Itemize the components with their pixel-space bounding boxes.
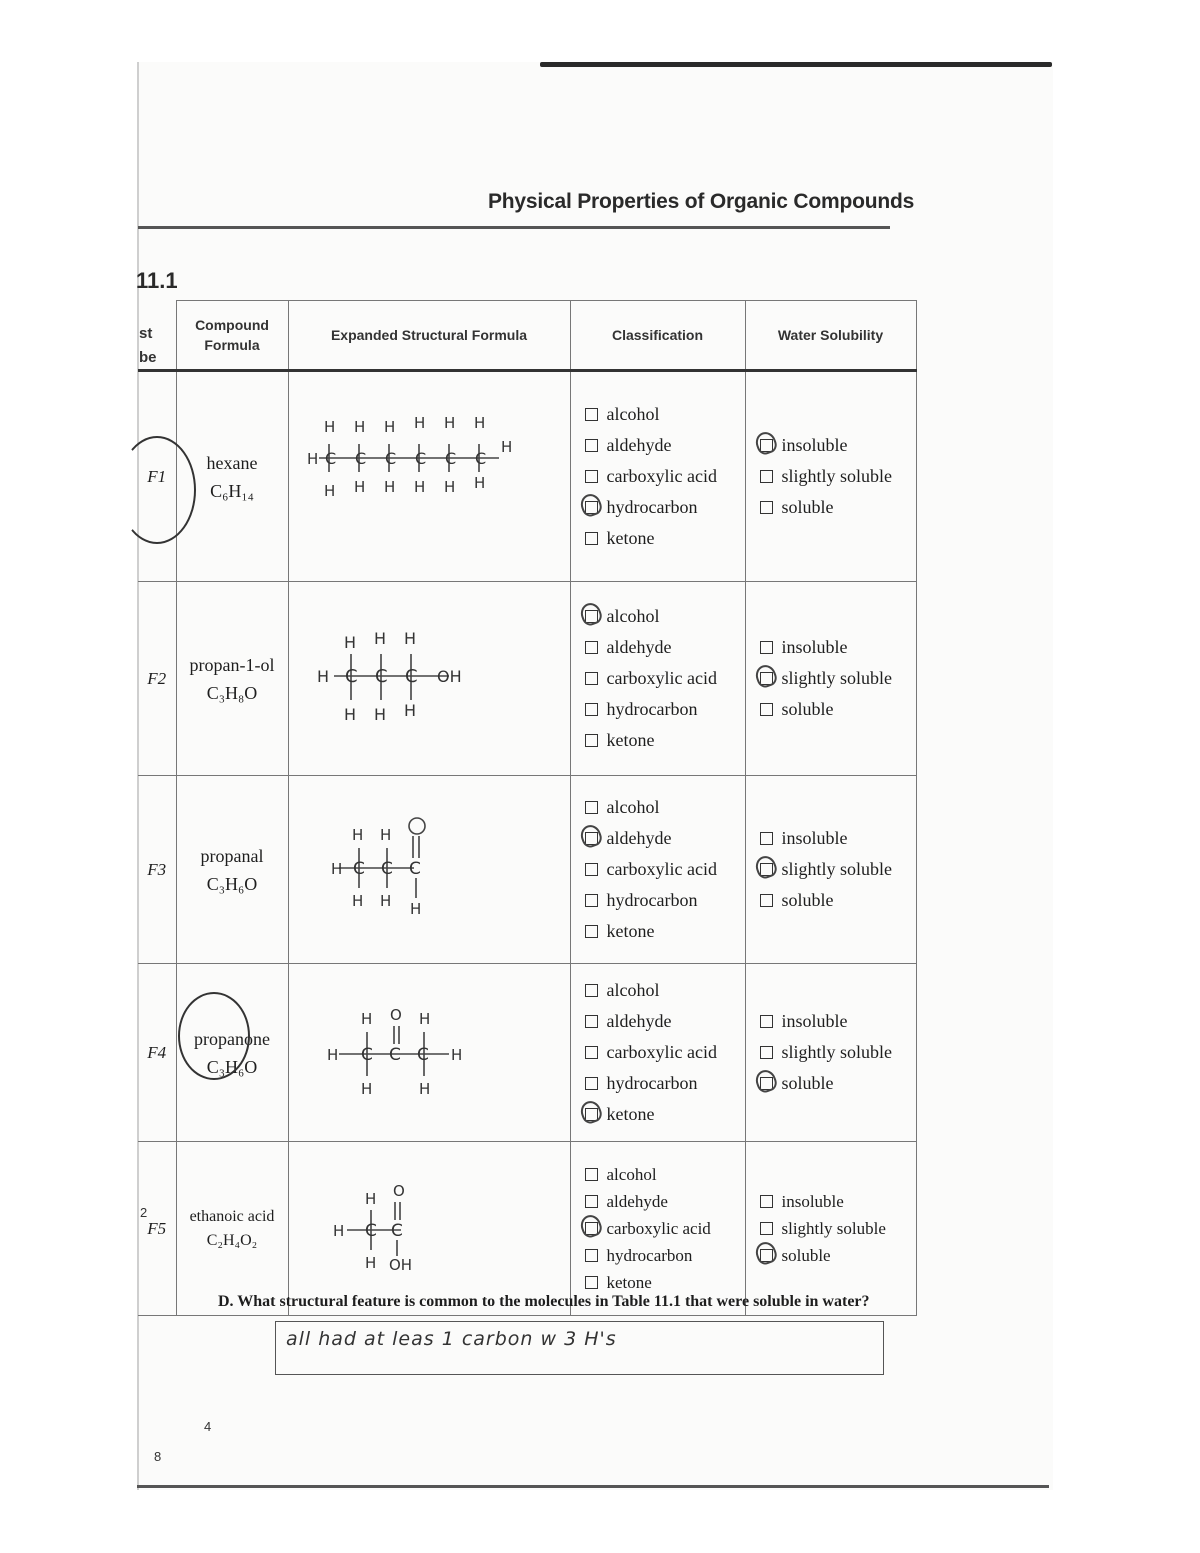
option-ketone[interactable]: ketone [585, 523, 744, 554]
svg-text:H: H [413, 414, 425, 432]
left-cut-header-2: be [139, 349, 157, 366]
svg-text:C: C [444, 449, 456, 468]
option-insoluble[interactable]: insoluble [760, 1006, 915, 1037]
svg-text:H: H [413, 478, 425, 496]
option-aldehyde[interactable]: aldehyde [585, 632, 744, 663]
option-carboxylic-acid[interactable]: carboxylic acid [585, 1037, 744, 1068]
svg-text:H: H [316, 667, 329, 686]
option-soluble[interactable]: soluble [760, 1068, 915, 1099]
svg-text:H: H [443, 414, 455, 432]
option-hydrocarbon[interactable]: hydrocarbon [585, 1068, 744, 1099]
compound-name: propan-1-ol [189, 654, 275, 675]
svg-text:H: H [364, 1190, 376, 1208]
margin-number-side: 2 [140, 1205, 148, 1220]
checkbox-icon[interactable] [760, 1015, 773, 1028]
checkbox-icon[interactable] [585, 408, 598, 421]
structural-formula-cell [288, 582, 570, 776]
checked-checkbox-icon[interactable] [760, 1077, 773, 1090]
option-hydrocarbon[interactable]: hydrocarbon [585, 694, 744, 725]
svg-text:H: H [500, 438, 512, 456]
option-insoluble[interactable]: insoluble [760, 1188, 915, 1215]
option-slightly-soluble[interactable]: slightly soluble [760, 1037, 915, 1068]
checked-checkbox-icon[interactable] [760, 672, 773, 685]
svg-text:C: C [474, 449, 486, 468]
solubility-cell [745, 582, 916, 776]
checkbox-icon[interactable] [760, 470, 773, 483]
checkbox-icon[interactable] [585, 1249, 598, 1262]
checkbox-icon[interactable] [760, 1046, 773, 1059]
page-title: Physical Properties of Organic Compounds [488, 190, 915, 213]
checkbox-icon[interactable] [760, 832, 773, 845]
propanal-structure-drawing [289, 776, 571, 958]
solubility-cell [745, 1142, 916, 1316]
svg-text:H: H [330, 860, 342, 878]
option-soluble[interactable]: soluble [760, 694, 915, 725]
option-ketone[interactable]: ketone [585, 725, 744, 756]
propanone-structure-drawing [289, 964, 571, 1136]
checked-checkbox-icon[interactable] [760, 863, 773, 876]
option-hydrocarbon[interactable]: hydrocarbon [585, 492, 744, 523]
margin-number-a: 4 [204, 1419, 212, 1434]
option-soluble[interactable]: soluble [760, 1242, 915, 1269]
svg-text:C: C [408, 859, 421, 879]
checked-checkbox-icon[interactable] [760, 1249, 773, 1262]
svg-text:H: H [373, 629, 386, 648]
checkbox-icon[interactable] [760, 1222, 773, 1235]
svg-text:H: H [418, 1010, 430, 1028]
title-rule [138, 226, 890, 229]
svg-text:C: C [384, 449, 396, 468]
checkbox-icon[interactable] [760, 894, 773, 907]
compound-formula: C₆H₁₄ [210, 480, 254, 501]
compound-name: propanone [194, 1028, 270, 1049]
svg-text:C: C [360, 1045, 373, 1065]
option-alcohol[interactable]: alcohol [585, 1161, 744, 1188]
svg-text:H: H [409, 900, 421, 918]
svg-text:H: H [379, 892, 391, 910]
svg-text:H: H [351, 826, 363, 844]
question-d: D. What structural feature is common to the molecules in Table 11.1 that were soluble in water? [218, 1293, 870, 1310]
structural-formula-cell [288, 371, 570, 582]
structural-formula-header: Expanded Structural Formula [288, 301, 570, 371]
option-alcohol[interactable]: alcohol [585, 399, 744, 430]
compound-id: F2 [138, 582, 176, 776]
option-hydrocarbon[interactable]: hydrocarbon [585, 1242, 744, 1269]
option-slightly-soluble[interactable]: slightly soluble [760, 461, 915, 492]
svg-text:H: H [306, 450, 318, 468]
svg-text:H: H [353, 478, 365, 496]
propanol-structure-drawing [289, 582, 571, 770]
option-hydrocarbon[interactable]: hydrocarbon [585, 885, 744, 916]
water-solubility-header: Water Solubility [745, 301, 916, 371]
compound-name-cell [176, 582, 288, 776]
compound-formula: C₃H₈O [206, 682, 258, 703]
svg-text:C: C [364, 1221, 377, 1241]
svg-text:H: H [443, 478, 455, 496]
page-bottom-rule [137, 1485, 1049, 1488]
compound-id: F1 [138, 371, 176, 582]
checked-checkbox-icon[interactable] [585, 501, 598, 514]
svg-text:H: H [373, 705, 386, 724]
checkbox-icon[interactable] [760, 501, 773, 514]
checkbox-icon[interactable] [585, 641, 598, 654]
compound-table [138, 300, 917, 1316]
svg-text:O: O [389, 1006, 402, 1024]
compound-formula: C₂H₄O₂ [206, 1231, 258, 1249]
id-header [138, 301, 176, 371]
structural-formula-cell [288, 964, 570, 1142]
checked-checkbox-icon[interactable] [760, 439, 773, 452]
checkbox-icon[interactable] [585, 863, 598, 876]
classification-cell [570, 582, 745, 776]
table-number: 11.1 [136, 268, 178, 293]
table-row [138, 582, 916, 776]
svg-text:C: C [414, 449, 426, 468]
compound-id: F5 [138, 1142, 176, 1316]
svg-text:H: H [323, 482, 335, 500]
option-aldehyde[interactable]: aldehyde [585, 823, 744, 854]
solubility-cell [745, 964, 916, 1142]
solubility-cell [745, 371, 916, 582]
svg-text:C: C [416, 1045, 429, 1065]
svg-text:H: H [332, 1222, 344, 1240]
checkbox-icon[interactable] [585, 1276, 598, 1289]
option-alcohol[interactable]: alcohol [585, 975, 744, 1006]
compound-formula: C₃H₆O [206, 1056, 258, 1077]
svg-text:C: C [380, 859, 393, 879]
option-ketone[interactable]: ketone [585, 1269, 744, 1296]
svg-text:C: C [374, 666, 388, 687]
svg-text:O: O [392, 1182, 405, 1200]
classification-cell [570, 1142, 745, 1316]
svg-text:H: H [473, 414, 485, 432]
option-aldehyde[interactable]: aldehyde [585, 430, 744, 461]
page-top-rule [540, 62, 1052, 67]
checked-checkbox-icon[interactable] [585, 1108, 598, 1121]
checkbox-icon[interactable] [585, 470, 598, 483]
checkbox-icon[interactable] [760, 1195, 773, 1208]
option-slightly-soluble[interactable]: slightly soluble [760, 663, 915, 694]
compound-id: F4 [138, 964, 176, 1142]
checkbox-icon[interactable] [585, 1015, 598, 1028]
svg-text:H: H [351, 892, 363, 910]
checkbox-icon[interactable] [585, 801, 598, 814]
option-alcohol[interactable]: alcohol [585, 792, 744, 823]
classification-header: Classification [570, 301, 745, 371]
handwritten-answer: all had at leas 1 carbon w 3 H's [286, 1328, 617, 1350]
answer-field[interactable] [275, 1321, 884, 1375]
checkbox-icon[interactable] [585, 925, 598, 938]
option-aldehyde[interactable]: aldehyde [585, 1006, 744, 1037]
svg-text:H: H [326, 1046, 338, 1064]
checkbox-icon[interactable] [760, 703, 773, 716]
compound-name: ethanoic acid [189, 1207, 275, 1225]
classification-cell [570, 371, 745, 582]
compound-name-cell [176, 776, 288, 964]
svg-text:H: H [353, 418, 365, 436]
compound-name-cell [176, 1142, 288, 1316]
svg-text:C: C [352, 859, 365, 879]
option-ketone[interactable]: ketone [585, 1099, 744, 1130]
svg-text:OH: OH [436, 667, 462, 686]
svg-text:H: H [403, 701, 416, 720]
checkbox-icon[interactable] [585, 734, 598, 747]
option-aldehyde[interactable]: aldehyde [585, 1188, 744, 1215]
compound-name: hexane [206, 452, 258, 473]
option-slightly-soluble[interactable]: slightly soluble [760, 854, 915, 885]
structural-formula-cell [288, 1142, 570, 1316]
hexane-structure-drawing [289, 372, 571, 576]
svg-text:H: H [323, 418, 335, 436]
svg-text:H: H [418, 1080, 430, 1098]
checkbox-icon[interactable] [585, 1195, 598, 1208]
svg-text:C: C [354, 449, 366, 468]
compound-id: F3 [138, 776, 176, 964]
classification-cell [570, 964, 745, 1142]
svg-text:H: H [364, 1254, 376, 1272]
svg-text:C: C [390, 1221, 403, 1241]
checked-checkbox-icon[interactable] [585, 1222, 598, 1235]
svg-text:C: C [324, 449, 336, 468]
svg-text:H: H [473, 474, 485, 492]
option-carboxylic-acid[interactable]: carboxylic acid [585, 461, 744, 492]
svg-text:C: C [388, 1045, 401, 1065]
svg-text:OH: OH [388, 1256, 412, 1274]
compound-formula: C₃H₆O [206, 873, 258, 894]
svg-text:H: H [360, 1010, 372, 1028]
checkbox-icon[interactable] [585, 894, 598, 907]
checkbox-icon[interactable] [585, 984, 598, 997]
option-slightly-soluble[interactable]: slightly soluble [760, 1215, 915, 1242]
svg-text:H: H [379, 826, 391, 844]
checkbox-icon[interactable] [585, 1046, 598, 1059]
svg-text:C: C [404, 666, 418, 687]
checked-checkbox-icon[interactable] [585, 610, 598, 623]
table-header-row [138, 301, 916, 371]
option-alcohol[interactable]: alcohol [585, 601, 744, 632]
option-insoluble[interactable]: insoluble [760, 430, 915, 461]
f4-circle-annotation [178, 992, 250, 1080]
option-carboxylic-acid[interactable]: carboxylic acid [585, 854, 744, 885]
svg-text:H: H [383, 418, 395, 436]
left-cut-header-1: st [139, 325, 153, 342]
option-ketone[interactable]: ketone [585, 916, 744, 947]
table-row [138, 1142, 916, 1316]
compound-formula-header: Compound Formula [176, 301, 288, 371]
svg-text:H: H [343, 705, 356, 724]
solubility-cell [745, 776, 916, 964]
svg-text:H: H [360, 1080, 372, 1098]
svg-text:H: H [383, 478, 395, 496]
table-row [138, 964, 916, 1142]
classification-cell [570, 776, 745, 964]
checkbox-icon[interactable] [585, 532, 598, 545]
option-insoluble[interactable]: insoluble [760, 632, 915, 663]
checkbox-icon[interactable] [585, 703, 598, 716]
table-row [138, 371, 916, 582]
ethanoic-acid-structure-drawing [289, 1142, 571, 1310]
option-soluble[interactable]: soluble [760, 492, 915, 523]
option-soluble[interactable]: soluble [760, 885, 915, 916]
option-carboxylic-acid[interactable]: carboxylic acid [585, 663, 744, 694]
checked-checkbox-icon[interactable] [585, 832, 598, 845]
svg-text:H: H [403, 629, 416, 648]
checkbox-icon[interactable] [585, 672, 598, 685]
checkbox-icon[interactable] [585, 1168, 598, 1181]
svg-text:H: H [450, 1046, 462, 1064]
margin-number-b: 8 [154, 1449, 162, 1464]
table-row [138, 776, 916, 964]
checkbox-icon[interactable] [585, 439, 598, 452]
option-carboxylic-acid[interactable]: carboxylic acid [585, 1215, 744, 1242]
option-insoluble[interactable]: insoluble [760, 823, 915, 854]
compound-name: propanal [200, 845, 264, 866]
structural-formula-cell [288, 776, 570, 964]
checkbox-icon[interactable] [760, 641, 773, 654]
svg-text:C: C [344, 666, 358, 687]
svg-text:H: H [343, 633, 356, 652]
checkbox-icon[interactable] [585, 1077, 598, 1090]
f1-circle-annotation [118, 436, 196, 544]
